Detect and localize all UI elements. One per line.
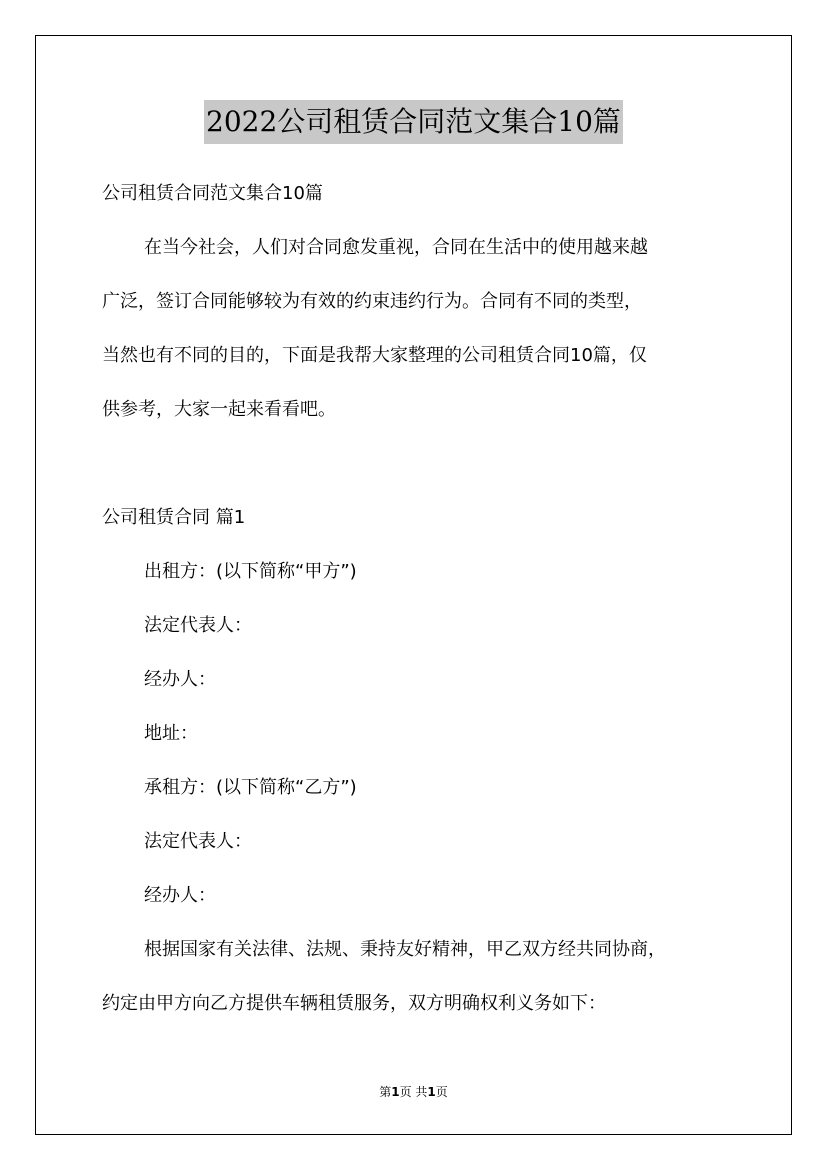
intro-line-2: 广泛，签订合同能够较为有效的约束违约行为。合同有不同的类型， — [102, 291, 642, 312]
field-lessee: 承租方：(以下简称“乙方”) — [144, 777, 357, 798]
body-line-2: 约定由甲方向乙方提供车辆租赁服务，双方明确权利义务如下： — [102, 993, 606, 1014]
page-number: 1 — [391, 1085, 400, 1099]
section-heading: 公司租赁合同 篇1 — [102, 507, 246, 528]
body-line-1: 根据国家有关法律、法规、秉持友好精神，甲乙双方经共同协商， — [144, 939, 666, 960]
field-lessor: 出租方：(以下简称“甲方”) — [144, 561, 357, 582]
page-total: 1 — [427, 1085, 436, 1099]
intro-line-4: 供参考，大家一起来看看吧。 — [102, 399, 336, 420]
page-label-mid: 页 共 — [399, 1085, 428, 1099]
document-title: 2022公司租赁合同范文集合10篇 — [204, 100, 623, 144]
intro-line-3: 当然也有不同的目的，下面是我帮大家整理的公司租赁合同10篇，仅 — [102, 345, 647, 366]
document-subtitle: 公司租赁合同范文集合10篇 — [102, 183, 323, 204]
field-lessor-agent: 经办人： — [144, 669, 216, 690]
document-title-container — [0, 100, 827, 144]
field-address: 地址： — [144, 723, 198, 744]
page-footer — [0, 1084, 827, 1100]
field-lessor-representative: 法定代表人： — [144, 615, 252, 636]
page-label-suffix: 页 — [435, 1085, 448, 1099]
page-label-prefix: 第 — [379, 1085, 392, 1099]
field-lessee-representative: 法定代表人： — [144, 831, 252, 852]
field-lessee-agent: 经办人： — [144, 885, 216, 906]
intro-line-1: 在当今社会，人们对合同愈发重视，合同在生活中的使用越来越 — [144, 237, 648, 258]
